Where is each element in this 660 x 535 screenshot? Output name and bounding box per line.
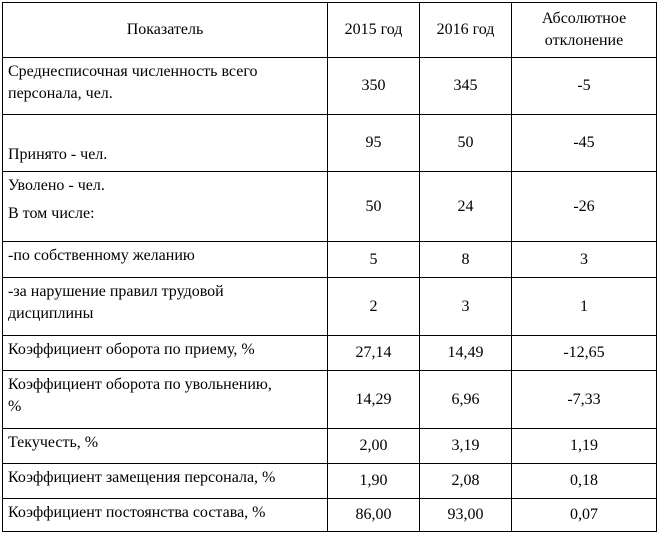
row-label [3, 429, 328, 464]
cell-2016: 6,96 [420, 371, 512, 429]
row-label-line: Текучесть, % [8, 434, 99, 451]
table-row [3, 371, 657, 429]
table-row [3, 278, 657, 336]
row-label-line: Уволено - чел. [8, 177, 105, 194]
cell-deviation: -7,33 [512, 371, 657, 429]
cell-deviation: -45 [512, 115, 657, 172]
cell-2015: 1,90 [328, 464, 420, 499]
row-label [3, 464, 328, 499]
cell-2015: 2,00 [328, 429, 420, 464]
header-2015: 2015 год [328, 3, 420, 58]
row-label [3, 242, 328, 278]
row-label-line: Коэффициент постоянства состава, % [8, 504, 266, 521]
row-label-line: В том числе: [8, 205, 95, 222]
cell-deviation: -5 [512, 58, 657, 115]
table-row [3, 172, 657, 242]
row-label [3, 58, 328, 115]
row-label-line: Среднесписочная численность всего [8, 63, 258, 80]
cell-2016: 8 [420, 242, 512, 278]
cell-2016: 14,49 [420, 336, 512, 371]
row-label-line: % [8, 398, 22, 415]
row-label-line: персонала, чел. [8, 85, 113, 102]
cell-2015: 50 [328, 172, 420, 242]
table-row [3, 242, 657, 278]
row-label-line: Коэффициент оборота по увольнению, [8, 376, 272, 393]
cell-2016: 93,00 [420, 499, 512, 532]
row-label [3, 499, 328, 532]
row-label-line: дисциплины [8, 305, 94, 322]
row-label [3, 371, 328, 429]
row-label [3, 115, 328, 172]
row-label [3, 336, 328, 371]
cell-deviation: 3 [512, 242, 657, 278]
table-row [3, 336, 657, 371]
table-row [3, 499, 657, 532]
row-label-line: -по собственному желанию [8, 247, 195, 264]
staff-indicators-table [2, 2, 657, 532]
cell-deviation: 0,07 [512, 499, 657, 532]
cell-2016: 2,08 [420, 464, 512, 499]
cell-2015: 350 [328, 58, 420, 115]
header-absolute-deviation: Абсолютное отклонение [512, 3, 657, 58]
cell-2016: 50 [420, 115, 512, 172]
header-2016: 2016 год [420, 3, 512, 58]
cell-deviation: -26 [512, 172, 657, 242]
table-row [3, 464, 657, 499]
cell-2015: 2 [328, 278, 420, 336]
cell-2016: 3,19 [420, 429, 512, 464]
row-label-line: Коэффициент замещения персонала, % [8, 469, 276, 486]
cell-2016: 3 [420, 278, 512, 336]
row-label-line: Принято - чел. [8, 146, 108, 163]
cell-2015: 5 [328, 242, 420, 278]
header-indicator: Показатель [3, 3, 328, 58]
cell-2015: 27,14 [328, 336, 420, 371]
cell-2015: 95 [328, 115, 420, 172]
cell-2015: 14,29 [328, 371, 420, 429]
row-label [3, 172, 328, 242]
cell-deviation: 1,19 [512, 429, 657, 464]
table-row [3, 429, 657, 464]
row-label [3, 278, 328, 336]
row-label-line: Коэффициент оборота по приему, % [8, 341, 255, 358]
table-row [3, 58, 657, 115]
cell-deviation: 1 [512, 278, 657, 336]
table-header-row [3, 3, 657, 58]
cell-2016: 24 [420, 172, 512, 242]
cell-deviation: -12,65 [512, 336, 657, 371]
table-row [3, 115, 657, 172]
cell-2015: 86,00 [328, 499, 420, 532]
row-label-line: -за нарушение правил трудовой [8, 283, 224, 300]
cell-deviation: 0,18 [512, 464, 657, 499]
cell-2016: 345 [420, 58, 512, 115]
